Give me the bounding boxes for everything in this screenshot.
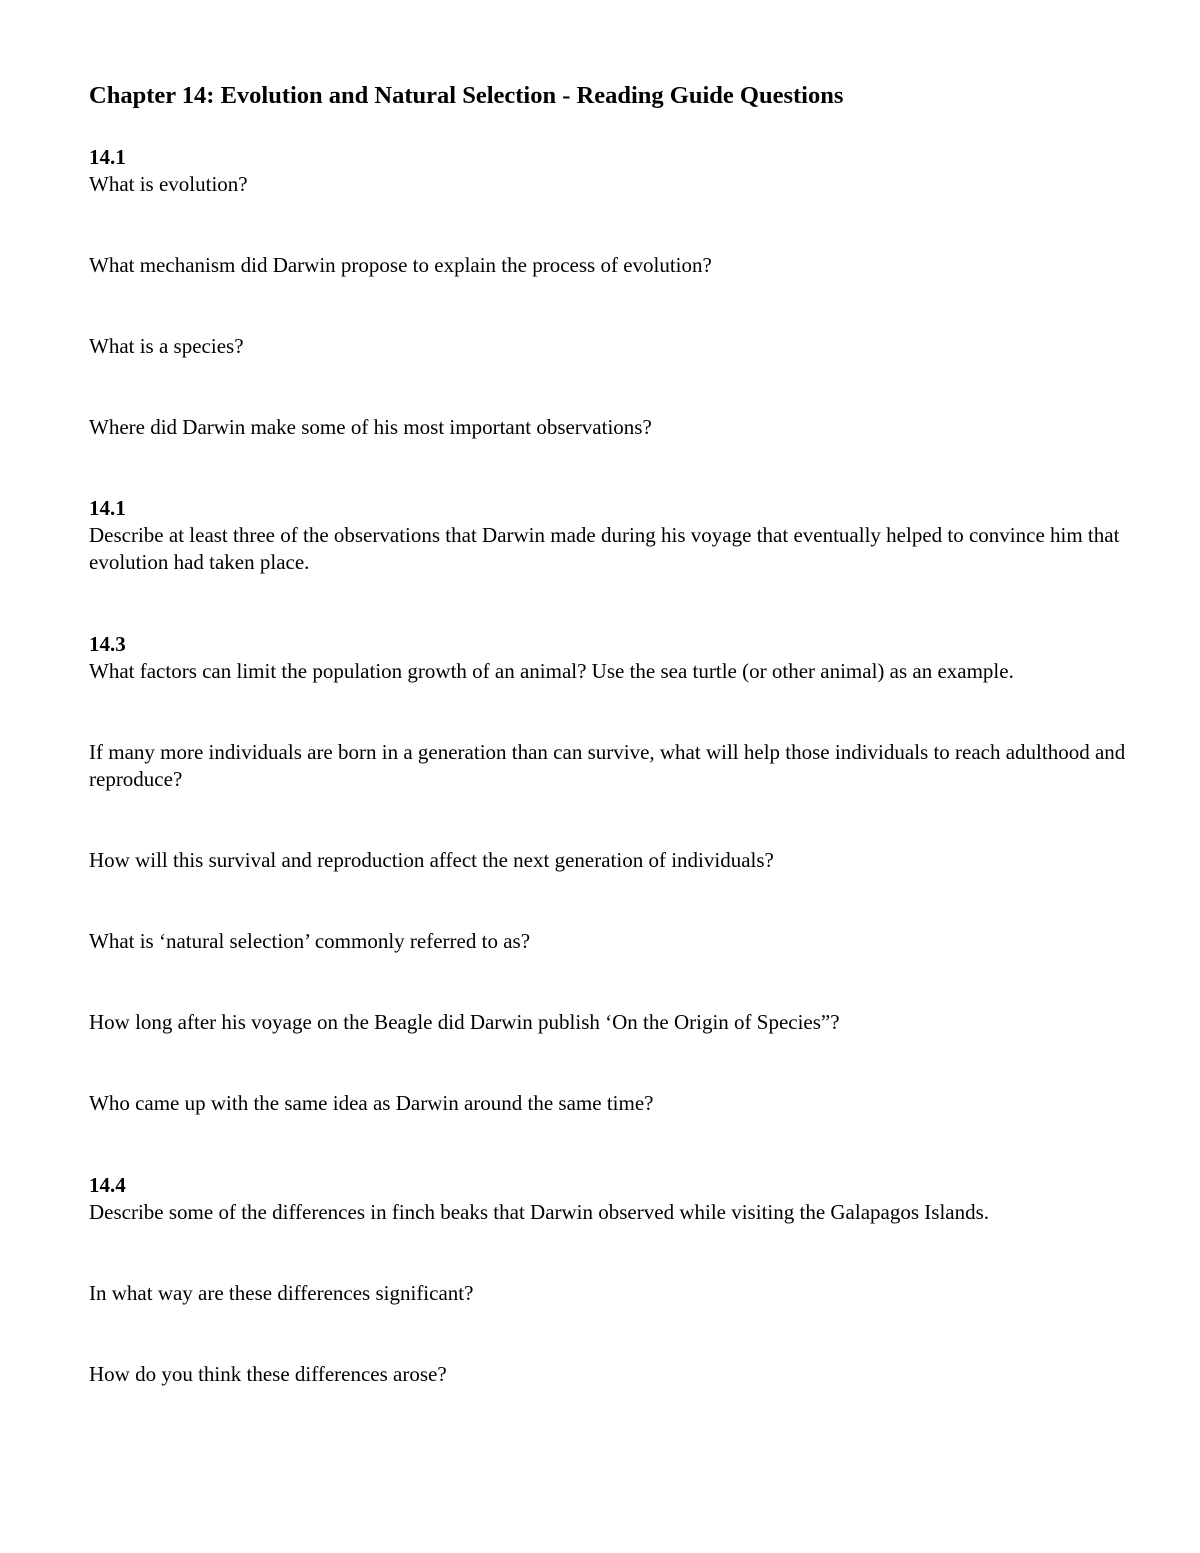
- question-text: What is evolution?: [89, 172, 248, 196]
- question-text: How will this survival and reproduction affect the next generation of individuals?: [89, 848, 774, 872]
- question-text: Describe some of the differences in finch beaks that Darwin observed while visiting the Galapagos Islands.: [89, 1200, 990, 1224]
- section-heading: 14.3: [89, 632, 126, 656]
- question-text: How long after his voyage on the Beagle did Darwin publish ‘On the Origin of Species”?: [89, 1010, 840, 1034]
- question-text: Describe at least three of the observations that Darwin made during his voyage that eventually helped to convince him that evolution had taken place.: [89, 523, 1120, 574]
- question-text: How do you think these differences arose?: [89, 1362, 447, 1386]
- question-text: If many more individuals are born in a generation than can survive, what will help those individuals to reach adulthood and reproduce?: [89, 740, 1126, 791]
- question-text: What is ‘natural selection’ commonly referred to as?: [89, 929, 531, 953]
- section-heading: 14.1: [89, 145, 126, 169]
- question-text: Where did Darwin make some of his most important observations?: [89, 415, 652, 439]
- page-title: Chapter 14: Evolution and Natural Selection - Reading Guide Questions: [89, 82, 844, 109]
- question-text: In what way are these differences significant?: [89, 1281, 474, 1305]
- section-heading: 14.4: [89, 1173, 126, 1197]
- question-text: What is a species?: [89, 334, 244, 358]
- section-heading: 14.1: [89, 496, 126, 520]
- question-text: What mechanism did Darwin propose to explain the process of evolution?: [89, 253, 712, 277]
- question-text: What factors can limit the population growth of an animal? Use the sea turtle (or other animal) as an example.: [89, 659, 1014, 683]
- question-text: Who came up with the same idea as Darwin around the same time?: [89, 1091, 654, 1115]
